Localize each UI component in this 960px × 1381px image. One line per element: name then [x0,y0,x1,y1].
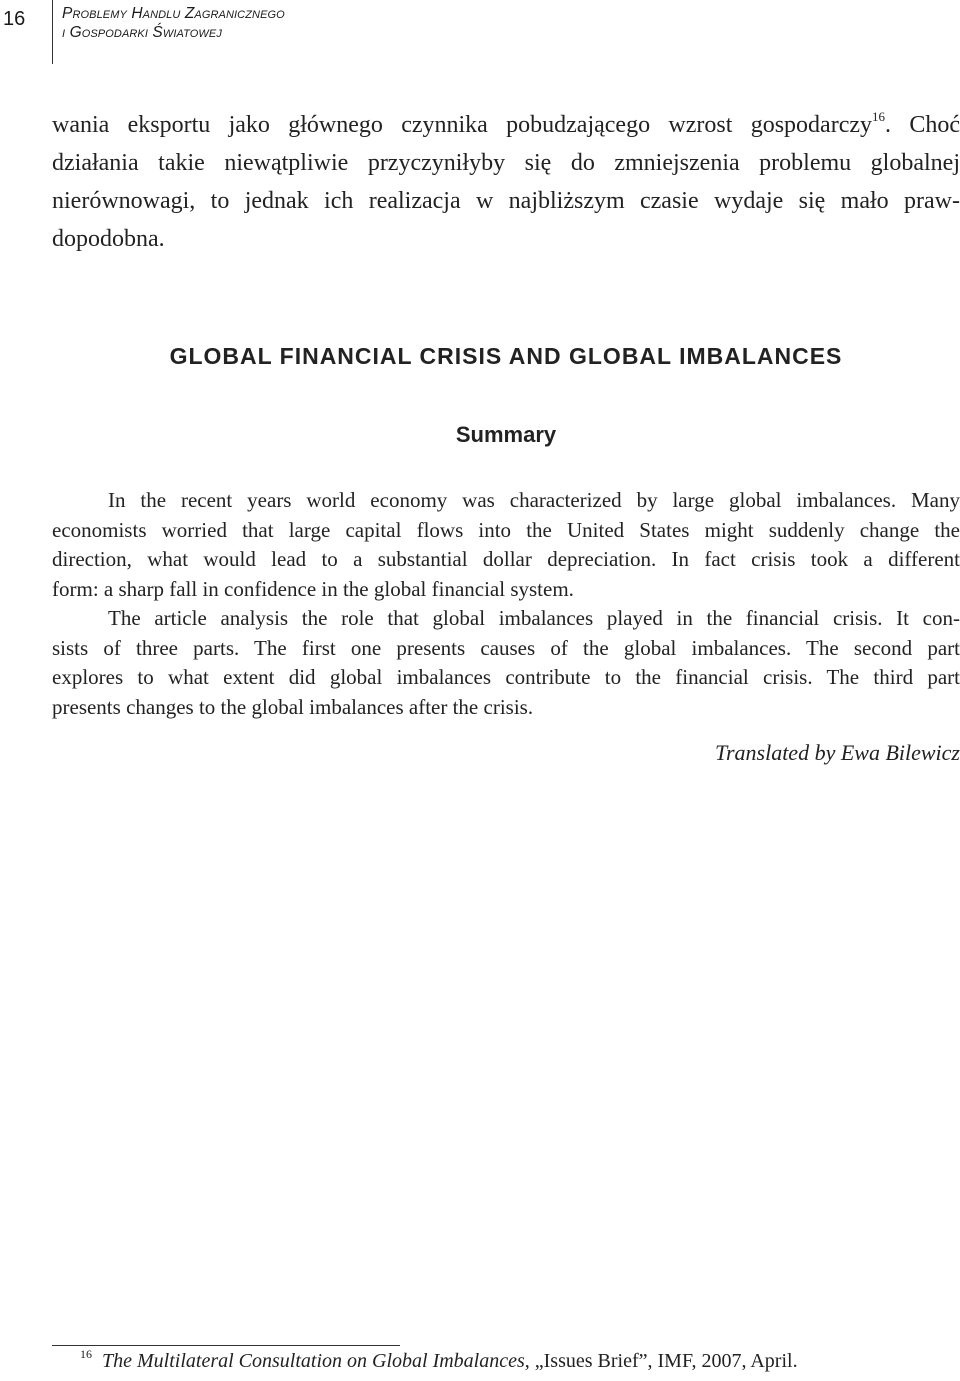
summary-line: The article analysis the role that global imbalances played in the financial crisis. It con- [108,606,960,630]
page-header [0,0,960,66]
journal-title-line2: i Gospodarki Światowej [62,24,222,41]
summary-line: presents changes to the global imbalances after the crisis. [52,694,534,719]
footnote [80,1347,798,1373]
summary-line: explores to what extent did global imbalances contribute to the financial crisis. The third part [52,665,960,689]
footnote-ref[interactable]: 16 [872,109,885,124]
body-line: działania takie niewątpliwie przyczyniłyby się do zmniejszenia problemu globalnej [52,150,960,176]
summary-line: In the recent years world economy was characterized by large global imbalances. Many [108,488,960,512]
page-number: 16 [3,8,26,30]
summary-heading: GLOBAL FINANCIAL CRISIS AND GLOBAL IMBALANCES [169,343,843,369]
body-paragraph [52,106,960,258]
footnote-divider [52,1345,400,1346]
summary-subheading: Summary [455,422,557,447]
translator-credit: Translated by Ewa Bilewicz [714,740,960,765]
footnote-title: The Multilateral Consultation on Global Imbalances [102,1350,525,1372]
summary-text [52,486,960,722]
summary-line: sists of three parts. The first one presents causes of the global imbalances. The second part [52,635,960,660]
body-line: nierównowagi, to jednak ich realizacja w najbliższym czasie wydaje się mało praw- [52,188,960,214]
footnote-source: , „Issues Brief”, IMF, 2007, April. [524,1350,798,1372]
journal-title [62,4,285,42]
journal-title-line1: Problemy Handlu Zagranicznego [62,5,285,22]
summary-line: form: a sharp fall in confidence in the global financial system. [52,576,574,601]
summary-line: economists worried that large capital flows into the United States might suddenly change the [52,517,960,542]
body-text: wania eksportu jako głównego czynnika pobudzającego wzrost gospodarczy [52,112,872,138]
summary-line: direction, what would lead to a substantial dollar depreciation. In fact crisis took a different [52,547,960,571]
body-line: dopodobna. [52,226,165,252]
footnote-number: 16 [80,1347,92,1361]
body-text: . Choć [885,112,960,138]
header-divider [52,0,53,64]
body-line [52,106,960,144]
